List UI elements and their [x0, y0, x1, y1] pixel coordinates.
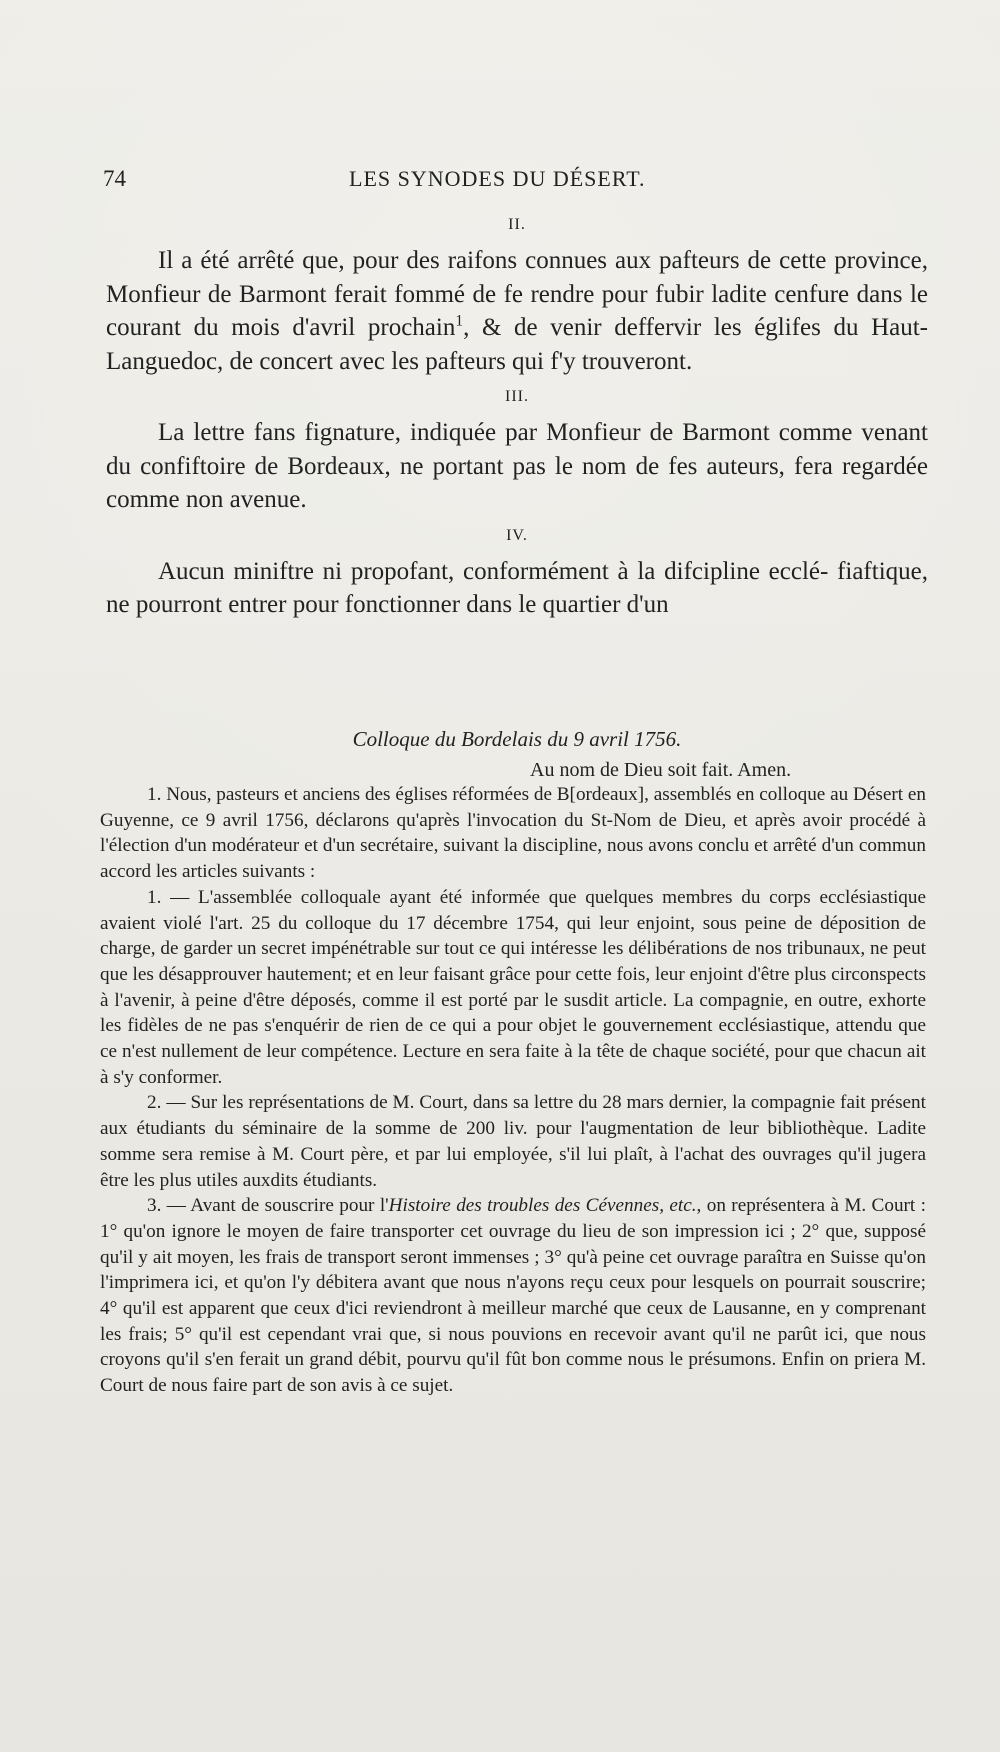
main-text — [106, 214, 928, 630]
notes-block — [100, 782, 926, 1399]
note-paragraph: 1. — L'assemblée colloquale ayant été informée que quelques membres du corps ecclésiastique avaient violé l'art. 25 du colloque du 17 décembre 1754, qui leur enjoint, sous peine de déposition de charge, de garder un secret impénétrable sur tout ce qui intéresse les délibérations de nos tribunaux, ne peut que les désapprouver hautement; et en leur faisant grâce pour cette fois, leur enjoint d'être plus circonspects à l'avenir, à peine d'être déposés, comme il est porté par le susdit article. La compagnie, en outre, exhorte les fidèles de ne pas s'enquérir de rien de ce qui a pour objet le gouvernement ecclésiastique, attendu que ce n'est nullement de leur compétence. Lecture en sera faite à la tête de chaque société, pour que chacun ait à s'y conformer. — [100, 886, 926, 1088]
section-ii-text — [106, 244, 928, 378]
note-paragraph: 1. Nous, pasteurs et anciens des églises réformées de B[ordeaux], assemblés en colloque au Désert en Guyenne, ce 9 avril 1756, déclarons qu'après l'invocation du St-Nom de Dieu, et après avoir procédé à l'élection d'un modérateur et d'un secrétaire, suivant la discipline, nous avons conclu et arrêté d'un commun accord les articles suivants : — [100, 784, 926, 883]
section-ii-text-after-note: , & de venir deffervir les églifes du Haut-Languedoc, de concert avec les pafteurs qui f'y trouveront. — [106, 314, 928, 375]
section-number-iv: IV. — [506, 526, 528, 544]
section-number-iii: III. — [505, 388, 529, 405]
note-paragraph-3-after-title: , on représentera à M. Court : 1° qu'on ignore le moyen de faire transporter cet ouvrage du lieu de son impression ici ; 2° que, supposé qu'il y ait moyen, les frais de transport seront immenses ; 3° qu'à peine cet ouvrage paraîtra en Suisse qu'on l'imprimera ici, et qu'on l'y débitera avant que nous n'ayons reçu ceux pour lesquels on pourrait souscrire; 4° qu'il est apparent que ceux d'ici reviendront à meilleur marché que ceux de Lausanne, en y comprenant les frais; 5° qu'il est cependant vrai que, si nous pouvions en recevoir avant qu'il ne parût ici, que nous croyons qu'il s'en ferait un grand débit, pourvu qu'il fût bon comme nous le présumons. Enfin on priera M. Court de nous faire part de son avis à ce sujet. — [100, 1195, 926, 1397]
section-ii-text-before-note: Il a été arrêté que, pour des raifons connues aux pafteurs de cette province, Monfieur de Barmont ferait fommé de fe rendre pour fubir ladite cenfure dans le courant du mois d'avril prochain — [106, 247, 928, 341]
running-head: LES SYNODES DU DÉSERT. — [349, 166, 646, 191]
section-iii-text: La lettre fans fignature, indiquée par Monfieur de Barmont comme venant du confiftoire de Bordeaux, ne portant pas le nom de fes auteurs, fera regardée comme non avenue. — [106, 419, 928, 513]
book-title-italic: Histoire des troubles des Cévennes, etc. — [388, 1195, 697, 1217]
notes-invocation: Au nom de Dieu soit fait. Amen. — [530, 759, 792, 781]
page-number: 74 — [103, 166, 126, 191]
footnote-reference: 1 — [455, 312, 464, 330]
page-header — [103, 164, 928, 204]
note-paragraph: 2. — Sur les représentations de M. Court, dans sa lettre du 28 mars dernier, la compagnie fait présent aux étudiants du séminaire de la somme de 200 liv. pour l'augmentation de leur bibliothèque. Ladite somme sera remise à M. Court père, et par lui employée, s'il lui plaît, à l'achat des ouvrages qu'il jugera être les plus utiles auxdits étudiants. — [100, 1092, 926, 1191]
note-paragraph-3-before-title: 3. — Avant de souscrire pour l' — [147, 1195, 389, 1217]
notes-title: Colloque du Bordelais du 9 avril 1756. — [352, 727, 682, 751]
section-number-ii: II. — [508, 216, 526, 233]
note-paragraph-3 — [100, 1193, 926, 1399]
section-iv-text: Aucun miniftre ni propofant, conformément à la difcipline ecclé- fiaftique, ne pourront entrer pour fonctionner dans le quartier d'un — [106, 557, 928, 618]
